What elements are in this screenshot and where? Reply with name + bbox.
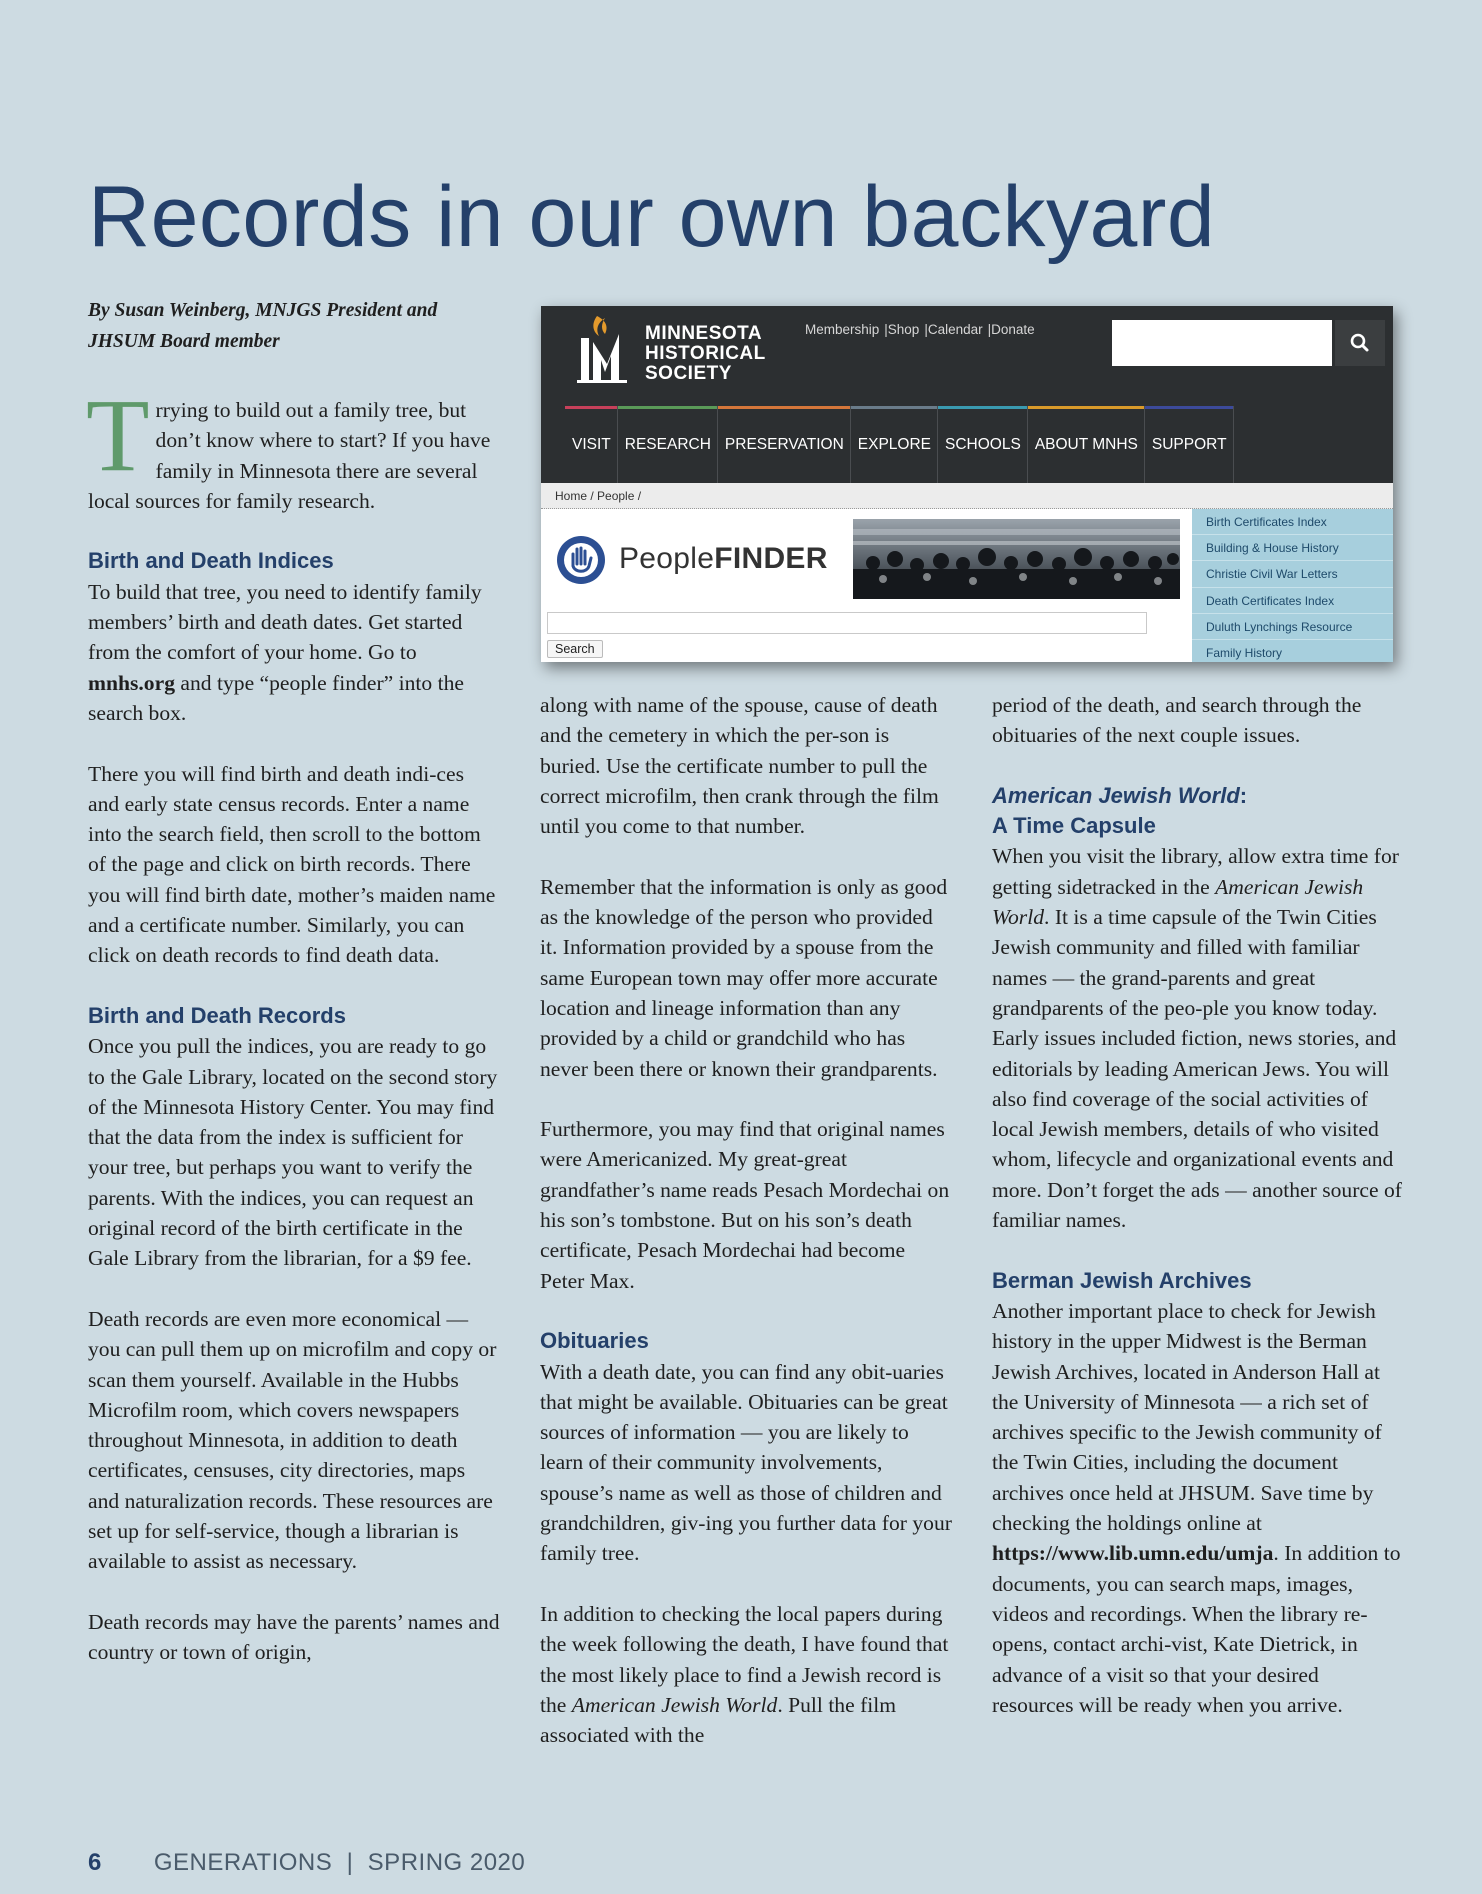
column-1 (88, 295, 500, 1698)
nav-color-bar (565, 406, 618, 409)
link-calendar[interactable]: |Calendar (924, 322, 983, 337)
sidebar-item-building-house-history[interactable]: Building & House History (1192, 535, 1393, 561)
nav-label: ABOUT MNHS (1034, 435, 1138, 453)
nav-color-bar (618, 406, 718, 409)
peoplefinder-hand-icon (557, 536, 605, 584)
logo-line: HISTORICAL (645, 343, 766, 364)
nav-color-bar (718, 406, 851, 409)
heading-italic: American Jewish World (992, 782, 1240, 808)
search-icon (1335, 320, 1385, 366)
logo-wordmark[interactable] (645, 324, 766, 384)
peoplefinder-wordmark (619, 542, 828, 576)
paragraph: period of the death, and search through the obituaries of the next couple issues. (992, 693, 1362, 748)
section-birth-death-indices (88, 546, 500, 970)
site-search-button[interactable] (1335, 320, 1385, 366)
text: . Pull the film associated with the (540, 1692, 897, 1748)
nav-visit[interactable] (565, 406, 618, 483)
sidebar-item-birth-certificates[interactable]: Birth Certificates Index (1192, 509, 1393, 535)
page-number: 6 (88, 1849, 102, 1876)
breadcrumb-text[interactable]: Home / People / (555, 489, 642, 503)
nav-preservation[interactable] (718, 406, 851, 483)
nav-label: VISIT (572, 435, 611, 453)
wordmark-bold: FINDER (714, 542, 828, 575)
nav-label: RESEARCH (624, 435, 711, 453)
nav-label: PRESERVATION (724, 435, 844, 453)
nav-label: SUPPORT (1151, 435, 1227, 453)
nav-research[interactable] (618, 406, 718, 483)
sidebar-item-civil-war-letters[interactable]: Christie Civil War Letters (1192, 561, 1393, 587)
utility-links (805, 322, 1040, 337)
heading-line2: A Time Capsule (992, 813, 1156, 839)
nav-color-bar (938, 406, 1028, 409)
intro-text: rrying to build out a family tree, but don’t know where to start? If you have family in Minnesota there are several local sources for family research. (88, 398, 491, 513)
nav-support[interactable] (1145, 406, 1234, 483)
website-screenshot (541, 306, 1393, 662)
archive-url: https://www.lib.umn.edu/umja (992, 1541, 1274, 1566)
logo-line: MINNESOTA (645, 323, 763, 344)
nav-explore[interactable] (851, 406, 938, 483)
byline: By Susan Weinberg, MNJGS President and JHSUM Board member (88, 300, 438, 352)
link-membership[interactable]: Membership (805, 322, 880, 337)
hand-icon (557, 536, 605, 584)
nav-color-bar (851, 406, 938, 409)
paragraph: Death records are even more economical — you can pull them up on microfilm and copy or scan them yourself. Available in the Hubbs Microfilm room, which covers newspapers throughout Minnesota, in addition to death certificates, censuses, city directories, maps and naturalization records. These resources are set up for self-service, though a librarian is available to assist as necessary. (88, 1306, 497, 1574)
paragraph: With a death date, you can find any obit-uaries that might be available. Obituaries can be great sources of information — you are likely to learn of their community involvements, spouse’s name as well as those of children and grandchildren, giv-ing you further data for your family tree. (540, 1359, 952, 1566)
peoplefinder-search-input[interactable] (547, 612, 1147, 634)
sidebar-item-family-history[interactable]: Family History (1192, 640, 1393, 662)
nav-color-bar (1028, 406, 1145, 409)
nav-about-mnhs[interactable] (1028, 406, 1145, 483)
column-3 (992, 690, 1404, 1750)
intro-paragraph (86, 378, 500, 516)
section-birth-death-records (88, 1001, 500, 1668)
paragraph (992, 1296, 1404, 1720)
resource-sidebar (1192, 509, 1393, 662)
paragraph (992, 841, 1404, 1235)
section-heading: Birth and Death Indices (88, 548, 334, 574)
site-search-input[interactable] (1112, 320, 1332, 366)
link-donate[interactable]: |Donate (987, 322, 1035, 337)
publication-name: American Jewish World (571, 1692, 778, 1717)
paragraph (540, 1599, 952, 1750)
website-link-text: mnhs.org (88, 670, 175, 695)
page-footer (88, 1849, 525, 1877)
nav-color-bar (1145, 406, 1234, 409)
nav-schools[interactable] (938, 406, 1028, 483)
paragraph: Remember that the information is only as good as the knowledge of the person who provided it. Information provided by a spouse from the same European town may offer more accurate location and lineage information than any provided by a child or grandchild who has never been there or known their grandparents. (540, 874, 948, 1081)
drop-cap: T (86, 378, 150, 493)
section-heading: Berman Jewish Archives (992, 1267, 1252, 1293)
text: In addition to checking the local papers during the week following the death, I have found that the most likely place to find a Jewish record is the (540, 1601, 949, 1717)
text: To build that tree, you need to identify family members’ birth and death dates. Get started from the comfort of your home. Go to (88, 579, 482, 665)
text: Another important place to check for Jewish history in the upper Midwest is the Berman Jewish Archives, located in Anderson Hall at the University of Minnesota — a rich set of archives specific to the Jewish community of the Twin Cities, including the document archives once held at JHSUM. Save time by checking the holdings online at (992, 1298, 1382, 1536)
logo-line: SOCIETY (645, 363, 732, 384)
paragraph: Once you pull the indices, you are ready to go to the Gale Library, located on the second story of the Minnesota History Center. You may find that the data from the index is sufficient for your tree, but perhaps you want to verify the parents. With the indices, you can request an original record of the birth certificate in the Gale Library from the librarian, for a $9 fee. (88, 1034, 498, 1271)
paragraph: along with name of the spouse, cause of death and the cemetery in which the per-son is buried. Use the certificate number to pull the correct microfilm, then crank through the film until you come to that number. (540, 693, 939, 839)
historic-crowd-photo (853, 519, 1180, 599)
publication-line: GENERATIONS | SPRING 2020 (153, 1849, 526, 1876)
nav-label: EXPLORE (857, 435, 932, 453)
paragraph: Furthermore, you may find that original names were Americanized. My great-great grandfather’s name reads Pesach Mordechai on his son’s tombstone. But on his son’s death certificate, Pesach Mordechai had become Peter Max. (540, 1117, 950, 1293)
link-shop[interactable]: |Shop (884, 322, 920, 337)
sidebar-item-death-certificates[interactable]: Death Certificates Index (1192, 588, 1393, 614)
text: and type “people finder” into the search box. (88, 670, 465, 725)
site-header (541, 306, 1393, 483)
main-nav (565, 406, 1234, 483)
nav-label: SCHOOLS (945, 435, 1021, 453)
article-title: Records in our own backyard (88, 169, 1216, 265)
paragraph: Death records may have the parents’ names and country or town of origin, (88, 1609, 500, 1665)
paragraph: There you will find birth and death indi-ces and early state census records. Enter a name into the search field, then scroll to the bottom of the page and click on birth records. There you will find birth date, mother’s maiden name and a certificate number. Similarly, you can click on death records to find death data. (88, 761, 496, 968)
breadcrumb (541, 483, 1393, 509)
section-heading (992, 781, 1404, 842)
section-berman-archives (992, 1266, 1404, 1720)
column-2 (540, 690, 952, 1781)
section-heading: Obituaries (540, 1328, 649, 1354)
nav-divider (1233, 406, 1234, 483)
heading-colon: : (1239, 782, 1248, 808)
wordmark-light: People (619, 542, 715, 575)
text: When you visit the library, allow extra time for getting sidetracked in the (992, 844, 1399, 899)
mnhs-logo-icon (571, 312, 635, 388)
text: . It is a time capsule of the Twin Cities Jewish community and filled with familiar names — the grand-parents and great grandparents of the peo-ple you know today. Early issues included fiction, news stories, and editorials by leading American Jews. You will also find coverage of the social activities of local Jewish members, details of who visited whom, lifecycle and organizational events and more. Don’t forget the ads — another source of familiar names. (992, 905, 1402, 1233)
section-american-jewish-world (992, 781, 1404, 1235)
section-obituaries (540, 1326, 952, 1750)
section-heading: Birth and Death Records (88, 1002, 346, 1028)
publication-name: American Jewish World (992, 874, 1364, 930)
sidebar-item-duluth-lynchings[interactable]: Duluth Lynchings Resource (1192, 614, 1393, 640)
text: . In addition to documents, you can search maps, images, videos and recordings. When the library re-opens, contact archi-vist, Kate Dietrick, in advance of a visit so that your desired resources will be ready when you arrive. (992, 1541, 1401, 1717)
peoplefinder-search-button[interactable]: Search (547, 640, 603, 658)
paragraph (88, 577, 500, 728)
